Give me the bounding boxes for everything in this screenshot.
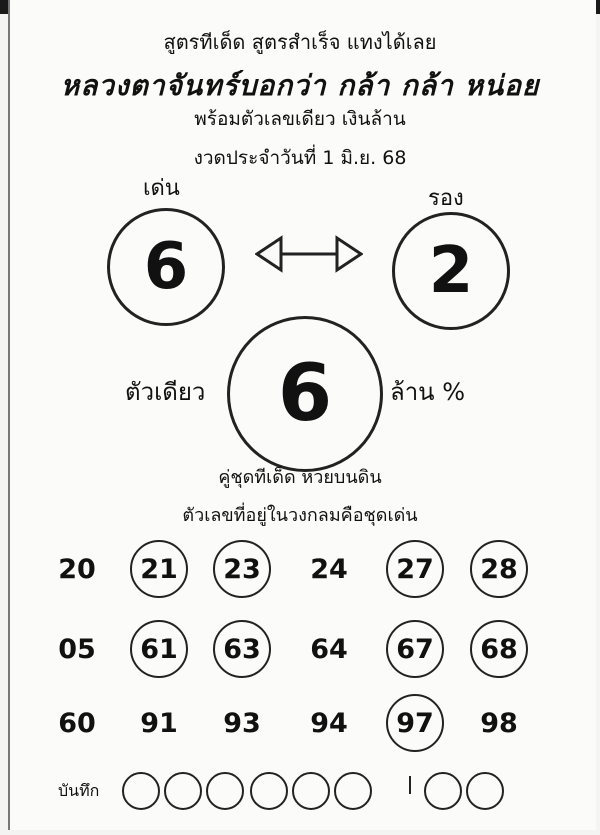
number: 20 — [58, 553, 96, 585]
pairs-heading-line2: ตัวเลขที่อยู่ในวงกลมคือชุดเด่น — [182, 505, 418, 526]
header-line2: หลวงตาจันทร์บอกว่า กล้า กล้า หน่อย — [60, 69, 540, 102]
circled-number: 67 — [386, 620, 444, 678]
circled-number: 63 — [213, 620, 271, 678]
number: 93 — [223, 707, 261, 739]
pairs-heading-line1: คู่ชุดทีเด็ด หวยบนดิน — [218, 467, 382, 488]
record-slot — [206, 772, 244, 810]
number: 05 — [58, 633, 96, 665]
header-line1: สูตรทีเด็ด สูตรสำเร็จ แทงได้เลย — [163, 30, 437, 54]
single-pick-suffix: ล้าน % — [390, 378, 466, 406]
record-label: บันทึก — [58, 781, 100, 800]
number: 24 — [310, 553, 348, 585]
number: 91 — [140, 707, 178, 739]
single-pick-number: 6 — [227, 316, 383, 472]
double-arrow-icon — [255, 230, 363, 278]
record-slot — [292, 772, 330, 810]
record-slot — [334, 772, 372, 810]
circled-number: 97 — [386, 694, 444, 752]
main-pick-number: 6 — [107, 208, 225, 326]
run-pick-label: รอง — [428, 186, 464, 211]
record-slot — [466, 772, 504, 810]
number: 98 — [480, 707, 518, 739]
number: 94 — [310, 707, 348, 739]
circled-number: 68 — [470, 620, 528, 678]
main-pick-label: เด่น — [143, 176, 180, 201]
header-line3: พร้อมตัวเลขเดียว เงินล้าน — [194, 108, 406, 130]
circled-number: 27 — [386, 540, 444, 598]
draw-date: งวดประจำวันที่ 1 มิ.ย. 68 — [193, 147, 407, 169]
single-pick-label: ตัวเดียว — [125, 378, 206, 406]
circled-number: 21 — [130, 540, 188, 598]
number: 60 — [58, 707, 96, 739]
circled-number: 61 — [130, 620, 188, 678]
record-slot — [122, 772, 160, 810]
run-pick-number: 2 — [392, 212, 510, 330]
number: 64 — [310, 633, 348, 665]
record-slot — [164, 772, 202, 810]
record-slot — [424, 772, 462, 810]
record-slot — [250, 772, 288, 810]
slot-divider — [409, 776, 411, 794]
circled-number: 23 — [213, 540, 271, 598]
circled-number: 28 — [470, 540, 528, 598]
